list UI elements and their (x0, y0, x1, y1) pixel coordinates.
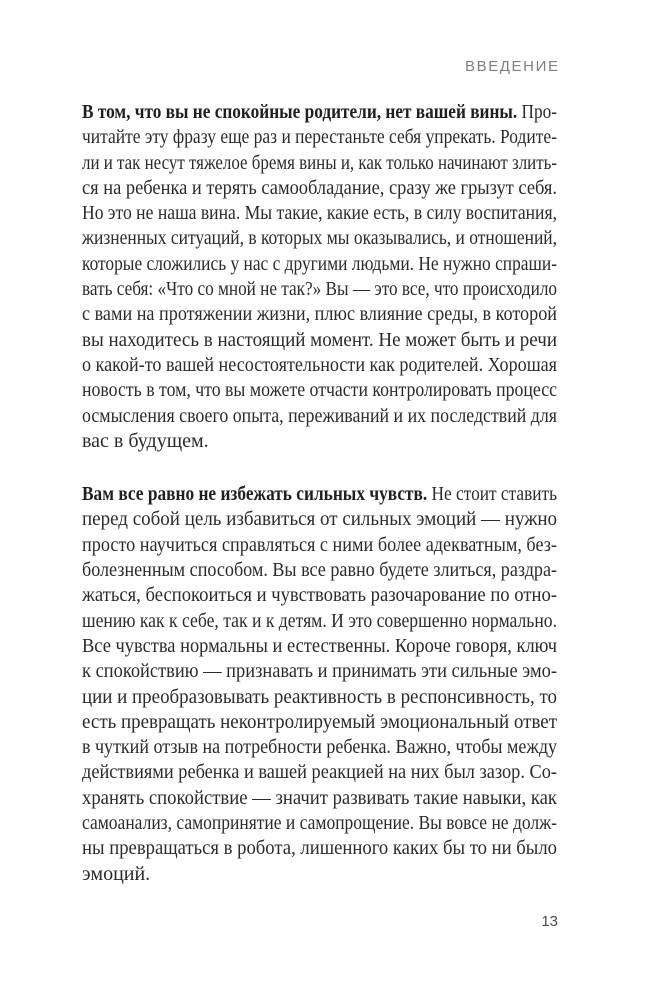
text-line-content: читайте эту фразу еще раз и перестаньте себя упрекать. Родите- (82, 126, 557, 149)
text-line (82, 685, 557, 710)
text-line (82, 378, 557, 403)
text-line-content: ции и преобразовывать реактивность в респонсивность, то (82, 685, 557, 708)
text-line-content: ли и так несут тяжелое бремя вины и, как только начинают злить- (82, 151, 557, 174)
text-line (82, 836, 557, 861)
text-line (82, 353, 557, 378)
text-line-content: Все чувства нормальны и естественны. Короче говоря, ключ (82, 634, 557, 657)
text-line (82, 176, 557, 201)
text-line-content: шению как к себе, так и к детям. И это совершенно нормально. (82, 609, 557, 632)
text-line (82, 735, 557, 760)
text-line-content: новость в том, что вы можете отчасти контролировать процесс (82, 379, 557, 402)
text-line-content: болезненным способом. Вы все равно будете злиться, раздра- (82, 559, 557, 582)
text-line-content: вать себя: «Что со мной не так?» Вы — это все, что происходило (82, 278, 557, 301)
paragraph (82, 100, 557, 454)
text-line (82, 583, 557, 608)
text-line (82, 862, 557, 887)
text-line-content: Вам все равно не избежать сильных чувств. Не стоит ставить (82, 483, 557, 506)
text-line (82, 533, 557, 558)
running-header: ВВЕДЕНИЕ (464, 58, 560, 75)
text-line-content: В том, что вы не спокойные родители, нет вашей вины. Про- (82, 101, 557, 123)
text-line (82, 277, 557, 302)
text-line (82, 710, 557, 735)
text-line-content: Но это не наша вина. Мы такие, какие есть, в силу воспитания, (82, 202, 557, 225)
text-line-content: действиями ребенка и вашей реакцией на них был зазор. Со- (82, 761, 557, 784)
text-line-content: вы находитесь в настоящий момент. Не может быть и речи (82, 328, 557, 351)
text-line (82, 404, 557, 429)
text-line-content: перед собой цель избавиться от сильных эмоций — нужно (82, 508, 557, 531)
text-line (82, 328, 557, 353)
text-line-content: самоанализ, самопринятие и самопрощение. Вы вовсе не долж- (82, 812, 557, 835)
text-line (82, 125, 557, 150)
lead-phrase: Вам все равно не избежать сильных чувств. (82, 483, 428, 506)
text-line (82, 100, 557, 125)
text-line (82, 226, 557, 251)
text-line (82, 609, 557, 634)
text-line (82, 558, 557, 583)
text-line-content: жаться, беспокоиться и чувствовать разочарование по отно- (82, 584, 557, 607)
text-line-content: есть превращать неконтролируемый эмоциональный ответ (82, 710, 557, 733)
lead-phrase: В том, что вы не спокойные родители, нет вашей вины. (82, 101, 518, 123)
text-line (82, 659, 557, 684)
text-line-content: вас в будущем. (82, 429, 209, 452)
text-line (82, 634, 557, 659)
text-line-content: к спокойствию — признавать и принимать эти сильные эмо- (82, 660, 557, 683)
text-line-content: ся на ребенка и терять самообладание, сразу же грызут себя. (82, 176, 557, 199)
text-line-content: жизненных ситуаций, в которых мы оказывались, и отношений, (82, 227, 557, 250)
text-line (82, 811, 557, 836)
text-line (82, 302, 557, 327)
text-line-content: в чуткий отзыв на потребности ребенка. Важно, чтобы между (82, 736, 557, 759)
text-line (82, 786, 557, 811)
text-line-content: хранять спокойствие — значит развивать такие навыки, как (82, 786, 557, 809)
text-line-content: которые сложились у нас с другими людьми. Не нужно спраши- (82, 252, 557, 275)
text-line-content: просто научиться справляться с ними более адекватным, без- (82, 533, 557, 556)
body-text (82, 100, 557, 887)
text-line (82, 482, 557, 507)
text-line (82, 252, 557, 277)
text-line (82, 201, 557, 226)
text-line (82, 507, 557, 532)
text-line-content: эмоций. (82, 862, 151, 885)
text-line-content: ны превращаться в робота, лишенного каких бы то ни было (82, 837, 557, 860)
paragraph (82, 482, 557, 887)
text-line (82, 760, 557, 785)
text-line-content: с вами на протяжении жизни, плюс влияние среды, в которой (82, 303, 557, 326)
text-line (82, 429, 557, 454)
text-line-content: о какой-то вашей несостоятельности как родителей. Хорошая (82, 353, 557, 376)
page-number: 13 (541, 913, 558, 930)
text-line (82, 151, 557, 176)
text-line-content: осмысления своего опыта, переживаний и их последствий для (82, 404, 557, 427)
